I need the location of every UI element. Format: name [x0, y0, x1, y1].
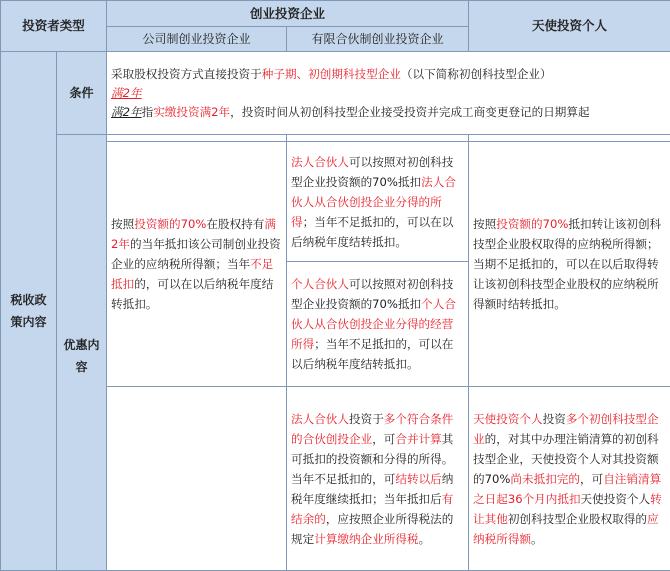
corp-highlight: 满2年	[111, 217, 276, 251]
angel-multi-highlight: 天使投资个人	[473, 411, 543, 426]
spacer-cell	[57, 135, 107, 142]
spacer-cell	[107, 135, 287, 142]
header-corp-venture: 公司制创业投资企业	[107, 27, 287, 52]
label-incentives: 优惠内容	[57, 142, 107, 571]
cond-highlight: 种子期、初创期科技型企业	[261, 66, 401, 81]
angel-multi-highlight: 应纳税所得额	[473, 511, 659, 546]
cond-term: 满2年	[111, 85, 142, 100]
lp-legal-highlight: 法人合伙人从合伙创投企业分得的所得	[291, 174, 456, 229]
angel-multi-text: ，可	[579, 471, 604, 486]
lp-multi-highlight: 计算缴纳企业所得税	[314, 531, 419, 546]
lp-multi-text: 。	[418, 531, 431, 546]
header-angel-individual: 天使投资个人	[469, 1, 670, 52]
angel-text: 抵扣转让该初创科技型企业股权取得的应纳税所得额；当期不足抵扣的，可以在以后取得转让该初创科技型企业股权的应纳税所得额时结转抵扣。	[473, 217, 662, 311]
angel-multi-text: 。	[531, 531, 543, 546]
cond-text: （以下简称初创科技型企业）	[400, 66, 552, 81]
angel-multi-text: 的，对其中办理注销清算的初创科技型企业，天使投资个人对其投资额的70%	[473, 431, 659, 486]
lp-multi-highlight: 合并计算	[395, 431, 442, 446]
corp-text: 在股权持有	[206, 217, 265, 231]
angel-multi-cell	[469, 387, 670, 571]
lp-multi-highlight: 结转以后	[395, 471, 442, 486]
lp-individual-highlight: 个人合伙人从合伙创投企业分得的经营所得	[291, 297, 456, 351]
corp-text: 的，可以在以后纳税年度结转抵扣。	[111, 277, 274, 311]
corp-incentive-cell	[107, 142, 287, 387]
cond-text: ，投资时间从初创科技型企业接受投资并完成工商变更登记的日期算起	[230, 104, 590, 119]
header-venture-enterprise: 创业投资企业	[107, 1, 469, 27]
angel-text: 按照	[473, 217, 497, 231]
angel-multi-highlight: 尚未抵扣完的	[510, 471, 580, 486]
angel-multi-highlight: 多个初创科技型企业	[473, 411, 659, 446]
lp-individual-text: 可以按照对初创科技型企业投资额的70%抵扣	[291, 277, 454, 311]
header-investor-type: 投资者类型	[1, 1, 107, 52]
corp-text: 的当年抵扣该公司制创业投资企业的应纳税所得额；当年	[111, 237, 281, 271]
lp-multi-highlight: 法人合伙人	[291, 411, 349, 426]
lp-legal-text: ；当年不足抵扣的，可以在以后纳税年度结转抵扣。	[291, 214, 454, 249]
angel-multi-highlight: 转让其他	[473, 491, 662, 526]
corp-text: 按照	[111, 217, 135, 231]
spacer-cell	[287, 135, 469, 142]
lp-legal-cell	[287, 142, 469, 262]
lp-multi-highlight: 有结余的	[291, 491, 454, 526]
lp-individual-cell	[287, 262, 469, 387]
cond-term: 满2年	[111, 104, 142, 119]
angel-incentive-cell	[469, 142, 670, 387]
cond-highlight: 实缴投资满2年	[153, 104, 231, 119]
lp-multi-text: 纳税年度继续抵扣；当年抵扣后	[291, 471, 454, 506]
angel-multi-text: 天使投资个人	[580, 491, 651, 506]
cond-text: 采取股权投资方式直接投资于	[111, 66, 262, 81]
label-conditions: 条件	[57, 52, 107, 135]
lp-legal-text: 可以按照对初创科技型企业投资额的70%抵扣	[291, 154, 454, 189]
cond-text: 指	[141, 104, 154, 119]
angel-multi-highlight: 自注销清算之日起36个月内抵扣	[473, 471, 662, 506]
corp-highlight: 不足抵扣	[111, 257, 274, 291]
corp-empty-cell	[107, 387, 287, 571]
header-lp-venture: 有限合伙制创业投资企业	[287, 27, 469, 52]
lp-multi-highlight: 多个符合条件的合伙创投企业	[291, 411, 454, 446]
lp-multi-text: ，可	[372, 431, 396, 446]
angel-highlight: 投资额的70%	[496, 217, 569, 231]
spacer-cell	[469, 135, 670, 142]
angel-multi-text: 投资	[542, 411, 566, 426]
lp-multi-text: 其可抵扣的投资额和分得的所得。当年不足抵扣的，可	[291, 431, 454, 486]
angel-multi-text: 初创科技型企业股权取得的	[507, 511, 647, 526]
lp-individual-text: ；当年不足抵扣的，可以在以后纳税年度结转抵扣。	[291, 337, 454, 371]
conditions-text	[107, 52, 670, 135]
lp-individual-highlight: 个人合伙人	[291, 277, 349, 291]
lp-multi-cell	[287, 387, 469, 571]
label-tax-policy: 税收政策内容	[1, 52, 57, 571]
lp-multi-text: ，应按照企业所得税法的规定	[291, 511, 454, 546]
lp-multi-text: 投资于	[349, 411, 384, 426]
corp-highlight: 投资额的70%	[134, 217, 207, 231]
lp-legal-highlight: 法人合伙人	[291, 154, 349, 169]
